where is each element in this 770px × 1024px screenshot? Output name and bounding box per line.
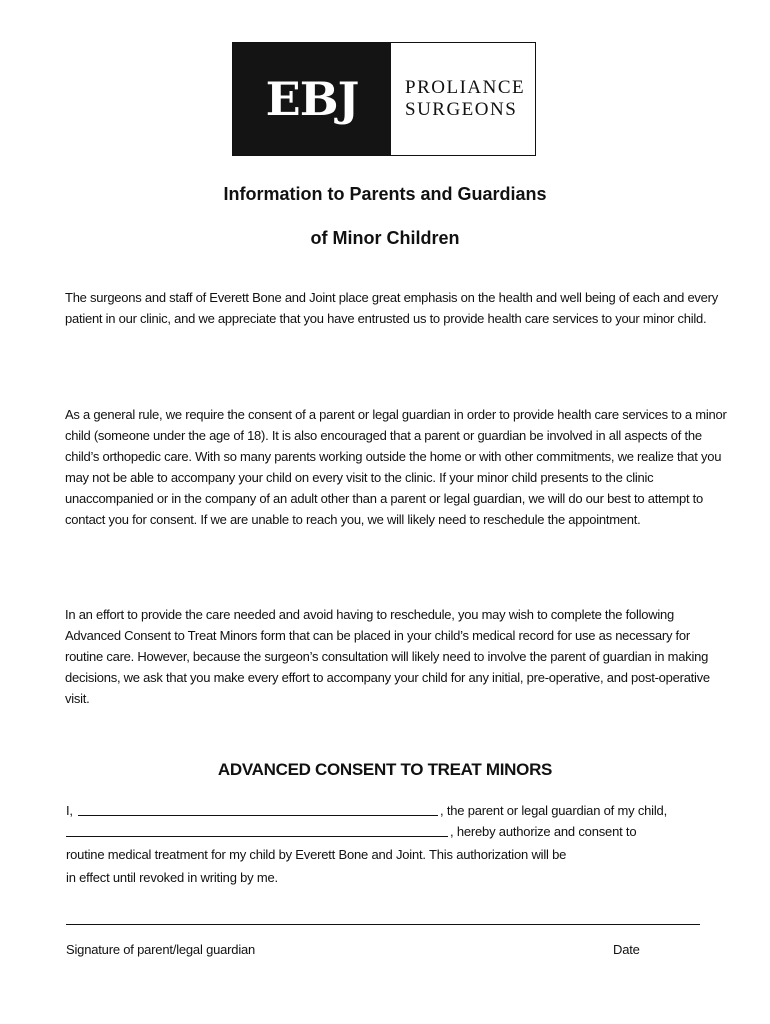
consent-line-3: routine medical treatment for my child by Everett Bone and Joint. This authorization will be	[66, 847, 567, 862]
consent-prefix: I,	[66, 803, 73, 818]
consent-after-name-text: , the parent or legal guardian of my child,	[440, 803, 667, 818]
child-name-field[interactable]	[66, 836, 448, 837]
logo-line-2: SURGEONS	[405, 99, 518, 120]
guardian-name-field[interactable]	[78, 815, 438, 816]
consent-line-4: in effect until revoked in writing by me.	[66, 870, 278, 885]
logo-mark-box	[233, 43, 391, 155]
page-title-line-1: Information to Parents and Guardians	[223, 184, 547, 204]
page-title-line-2: of Minor Children	[310, 228, 460, 248]
logo-line-1: PROLIANCE	[405, 77, 526, 98]
consent-form-heading: ADVANCED CONSENT TO TREAT MINORS	[217, 760, 553, 779]
signature-field[interactable]	[66, 924, 700, 925]
logo-mark: EBJ	[265, 72, 359, 126]
date-label: Date	[613, 942, 640, 957]
advanced-consent-paragraph: In an effort to provide the care needed and avoid having to reschedule, you may wish to complete the following Advanced Consent to Treat Minors form that can be placed in your child’s medical record for use as necessary for routine care. However, because the surgeon’s consultation will likely need to involve the parent of guardian in making decisions, we ask that you make every effort to accompany your child for any initial, pre-operative, and post-operative visit.	[65, 607, 710, 706]
signature-label: Signature of parent/legal guardian	[66, 942, 256, 957]
consent-rule-paragraph: As a general rule, we require the consent of a parent or legal guardian in order to provide health care services to a minor child (someone under the age of 18). It is also encouraged that a parent or guardian be involved in all aspects of the child’s orthopedic care. With so many parents working outside the home or with other commitments, we realize that you may not be able to accompany your child on every visit to the clinic. If your minor child presents to the clinic unaccompanied or in the company of an adult other than a parent or legal guardian, we will do our best to attempt to contact you for consent. If we are unable to reach you, we will likely need to reschedule the appointment.	[65, 407, 727, 527]
intro-paragraph: The surgeons and staff of Everett Bone and Joint place great emphasis on the health and well being of each and every patient in our clinic, and we appreciate that you have entrusted us to provide health care services to your minor child.	[65, 290, 718, 326]
logo-wordmark	[391, 43, 535, 155]
consent-after-child-text: , hereby authorize and consent to	[450, 824, 637, 839]
ebj-logo	[232, 42, 536, 156]
